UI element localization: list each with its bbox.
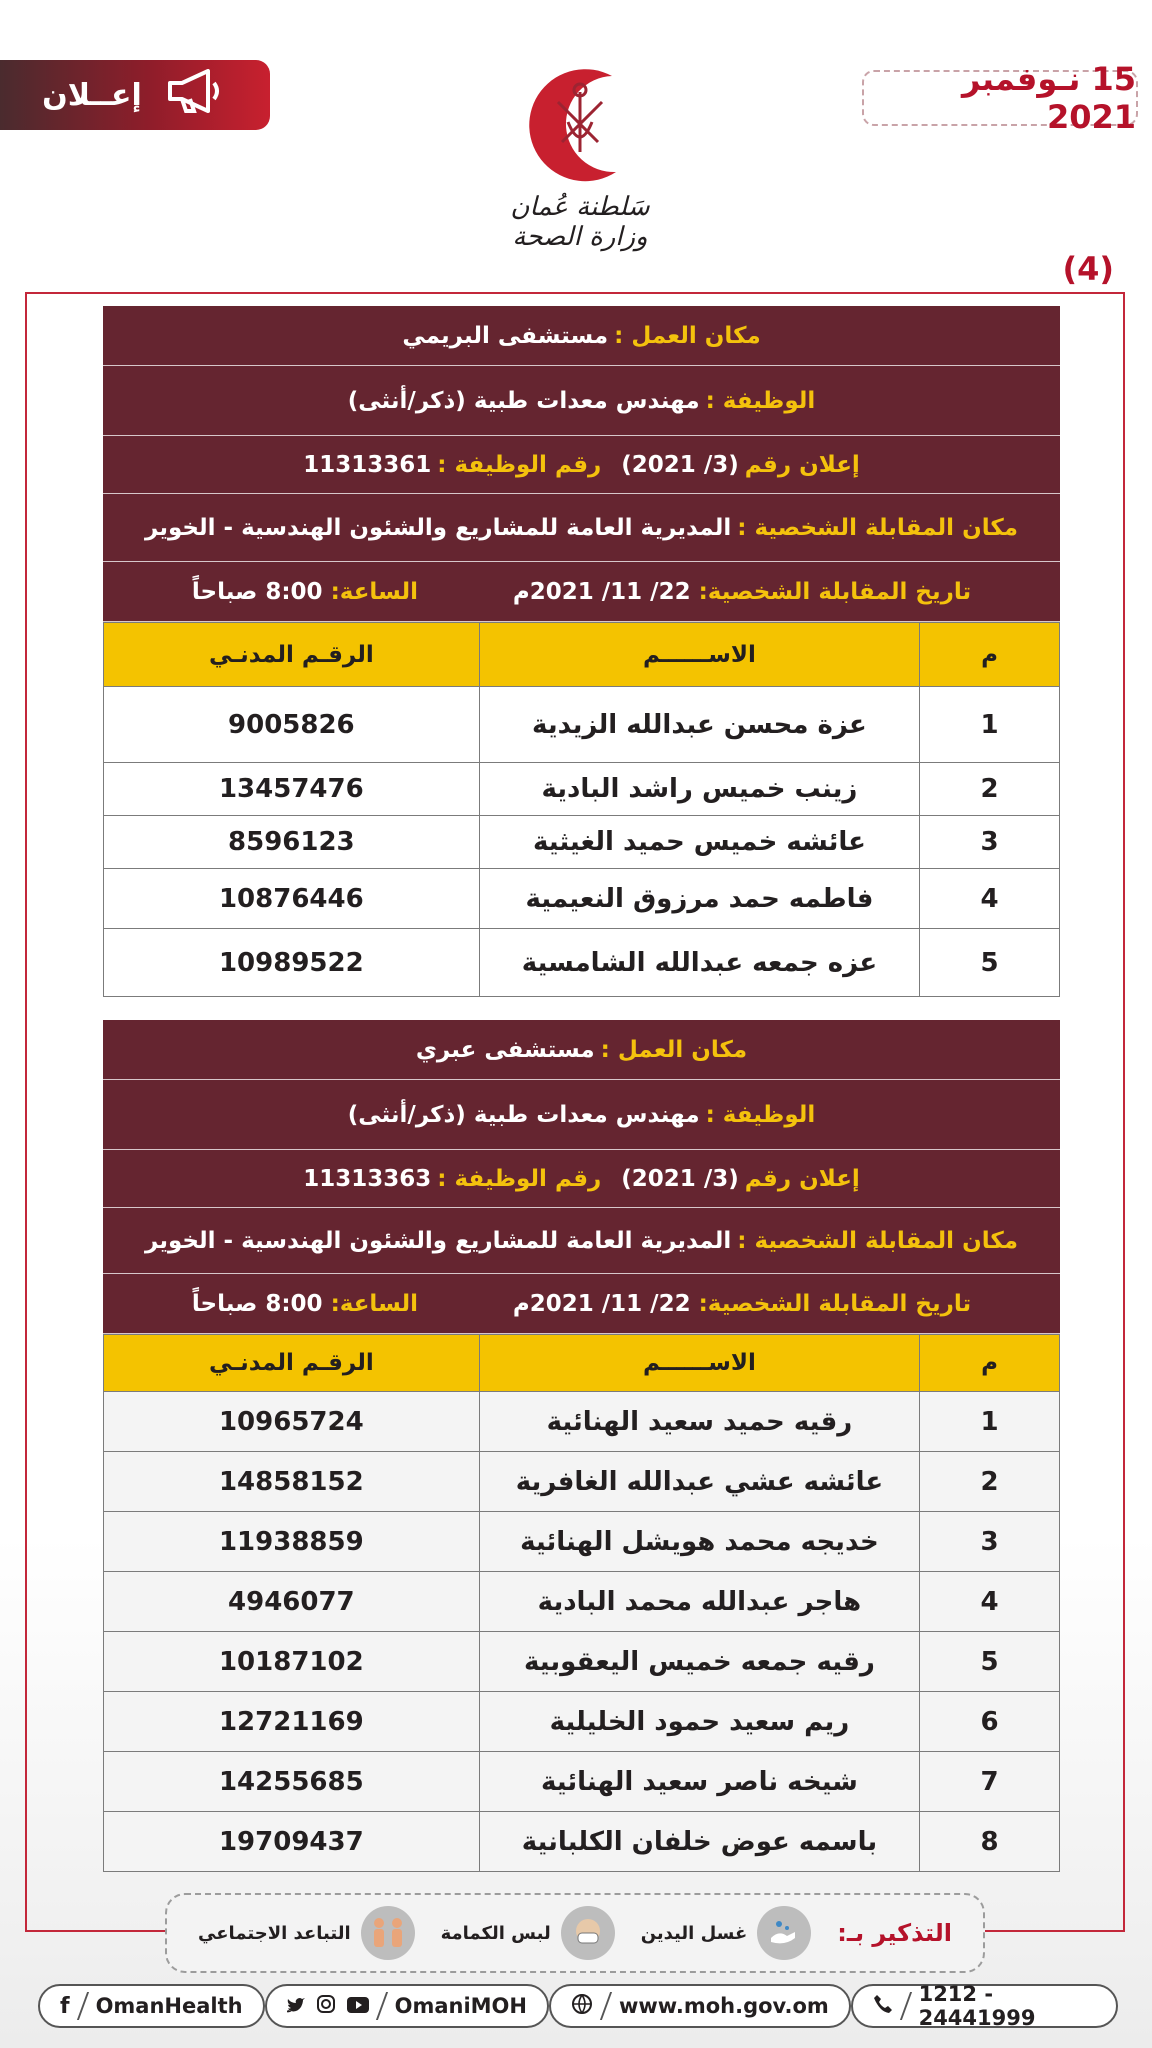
workplace-label: مكان العمل :: [600, 1036, 748, 1063]
ad-label: إعلان رقم: [744, 451, 860, 478]
reminder-handwash-label: غسل اليدين: [640, 1922, 748, 1944]
row-number: 7: [920, 1752, 1060, 1812]
row-name: هاجر عبدالله محمد البادية: [479, 1572, 920, 1632]
row-name: خديجه محمد هويشل الهنائية: [479, 1512, 920, 1572]
row-civil-id: 10965724: [104, 1392, 480, 1452]
social-distance-icon: [361, 1906, 415, 1960]
social-pill[interactable]: [265, 1984, 549, 2028]
website-pill[interactable]: [549, 1984, 851, 2028]
row-name: عزة محسن عبدالله الزيدية: [479, 687, 920, 763]
row-civil-id: 8596123: [104, 816, 480, 869]
row-civil-id: 10989522: [104, 929, 480, 997]
interview-time: [192, 579, 418, 605]
face-mask-icon: [561, 1906, 615, 1960]
interview-place-label: مكان المقابلة الشخصية :: [737, 1227, 1018, 1254]
row-name: رقيه جمعه خميس اليعقوبية: [479, 1632, 920, 1692]
divider: [76, 1992, 88, 2020]
facebook-handle: OmanHealth: [95, 1994, 243, 2018]
table-row: [104, 1812, 1060, 1872]
col-header-name: الاســــــم: [479, 623, 920, 687]
row-civil-id: 12721169: [104, 1692, 480, 1752]
row-civil-id: 14255685: [104, 1752, 480, 1812]
website-url: www.moh.gov.om: [619, 1994, 829, 2018]
workplace-row: [103, 1020, 1060, 1080]
col-header-civil-id: الرقـم المدنـي: [104, 623, 480, 687]
interview-date: [513, 579, 971, 605]
row-name: شيخه ناصر سعيد الهنائية: [479, 1752, 920, 1812]
contact-bar: [38, 1984, 1118, 2030]
job-row: [103, 1080, 1060, 1150]
interview-place-value: المديرية العامة للمشاريع والشئون الهندسية - الخوير: [145, 1227, 732, 1254]
table-row: [104, 1512, 1060, 1572]
row-civil-id: 9005826: [104, 687, 480, 763]
job-number-value: 11313361: [303, 451, 432, 478]
page-number: (4): [1062, 250, 1114, 288]
table-row: [104, 1692, 1060, 1752]
row-name: عزه جمعه عبدالله الشامسية: [479, 929, 920, 997]
instagram-icon: [317, 1994, 335, 2018]
reminder-mask: [441, 1906, 615, 1960]
job-label: الوظيفة :: [705, 1101, 816, 1128]
ministry-logo: [480, 62, 680, 272]
row-civil-id: 4946077: [104, 1572, 480, 1632]
row-civil-id: 11938859: [104, 1512, 480, 1572]
phone-pill[interactable]: [851, 1984, 1118, 2028]
interview-time-value: 8:00 صباحاً: [191, 1290, 323, 1317]
table-header-row: [104, 623, 1060, 687]
job-value: مهندس معدات طبية (ذكر/أنثى): [347, 387, 700, 414]
reminder-handwash: [641, 1906, 812, 1960]
globe-icon: [571, 1993, 593, 2020]
row-number: 1: [920, 1392, 1060, 1452]
interview-date-value: 22/ 11/ 2021م: [512, 578, 691, 605]
oman-emblem-icon: [520, 62, 640, 192]
row-number: 5: [920, 1632, 1060, 1692]
job-number-value: 11313363: [303, 1165, 432, 1192]
row-name: فاطمه حمد مرزوق النعيمية: [479, 869, 920, 929]
col-header-number: م: [920, 1335, 1060, 1392]
row-name: ريم سعيد حمود الخليلية: [479, 1692, 920, 1752]
interview-time: [192, 1291, 418, 1317]
row-number: 4: [920, 869, 1060, 929]
row-number: 3: [920, 816, 1060, 869]
row-civil-id: 13457476: [104, 763, 480, 816]
row-number: 2: [920, 1452, 1060, 1512]
candidates-table: [103, 622, 1060, 997]
youtube-icon: [347, 1994, 369, 2018]
phone-number: 1212 - 24441999: [918, 1982, 1036, 2030]
table-row: [104, 1392, 1060, 1452]
table-row: [104, 1632, 1060, 1692]
megaphone-icon: [166, 69, 228, 121]
table-row: [104, 869, 1060, 929]
job-label: الوظيفة :: [705, 387, 816, 414]
interview-place-row: [103, 1208, 1060, 1274]
reminder-title: التذكير بـ:: [837, 1919, 953, 1947]
row-civil-id: 19709437: [104, 1812, 480, 1872]
announcement-label: إعــلان: [42, 77, 142, 113]
job-value: مهندس معدات طبية (ذكر/أنثى): [347, 1101, 700, 1128]
announcement-date: [862, 60, 1138, 136]
table-row: [104, 929, 1060, 997]
job-number-label: رقم الوظيفة :: [437, 1165, 602, 1192]
twitter-icon: [287, 1994, 305, 2018]
ad-value: (3/ 2021): [621, 451, 739, 478]
table-row: [104, 763, 1060, 816]
interview-date-row: [103, 1274, 1060, 1334]
reminder-box: [165, 1893, 985, 1973]
facebook-pill[interactable]: [38, 1984, 265, 2028]
table-row: [104, 816, 1060, 869]
table-row: [104, 1572, 1060, 1632]
job-row: [103, 366, 1060, 436]
interview-date-label: تاريخ المقابلة الشخصية:: [698, 1290, 972, 1317]
interview-time-label: الساعة:: [330, 578, 418, 605]
row-name: زينب خميس راشد البادية: [479, 763, 920, 816]
facebook-icon: f: [60, 1993, 70, 2019]
interview-date-value: 22/ 11/ 2021م: [512, 1290, 691, 1317]
row-number: 8: [920, 1812, 1060, 1872]
col-header-name: الاســــــم: [479, 1335, 920, 1392]
row-number: 6: [920, 1692, 1060, 1752]
row-name: عائشه عشي عبدالله الغافرية: [479, 1452, 920, 1512]
social-handle: OmaniMOH: [394, 1994, 527, 2018]
workplace-row: [103, 306, 1060, 366]
table-row: [104, 1752, 1060, 1812]
col-header-number: م: [920, 623, 1060, 687]
candidates-table: [103, 1334, 1060, 1872]
logo-text-line1: سَلطنة عُمان: [510, 192, 650, 222]
announcement-banner: [0, 60, 270, 130]
workplace-value: مستشفى البريمي: [402, 322, 609, 349]
job-block-1: [103, 306, 1060, 997]
divider: [900, 1992, 912, 2020]
ad-row: [103, 1150, 1060, 1208]
row-number: 3: [920, 1512, 1060, 1572]
table-header-row: [104, 1335, 1060, 1392]
hand-wash-icon: [757, 1906, 811, 1960]
job-block-2: [103, 1020, 1060, 1872]
table-row: [104, 687, 1060, 763]
interview-time-value: 8:00 صباحاً: [191, 578, 323, 605]
row-number: 4: [920, 1572, 1060, 1632]
ad-value: (3/ 2021): [621, 1165, 739, 1192]
divider: [376, 1992, 388, 2020]
row-name: رقيه حميد سعيد الهنائية: [479, 1392, 920, 1452]
row-number: 1: [920, 687, 1060, 763]
reminder-mask-label: لبس الكمامة: [440, 1922, 551, 1944]
divider: [600, 1992, 612, 2020]
ad-label: إعلان رقم: [744, 1165, 860, 1192]
interview-date: [513, 1291, 971, 1317]
workplace-value: مستشفى عبري: [415, 1036, 595, 1063]
phone-icon: [873, 1994, 893, 2019]
row-civil-id: 10187102: [104, 1632, 480, 1692]
job-number-label: رقم الوظيفة :: [437, 451, 602, 478]
row-civil-id: 10876446: [104, 869, 480, 929]
row-number: 2: [920, 763, 1060, 816]
interview-time-label: الساعة:: [330, 1290, 418, 1317]
interview-place-label: مكان المقابلة الشخصية :: [737, 514, 1018, 541]
interview-date-label: تاريخ المقابلة الشخصية:: [698, 578, 972, 605]
row-name: عائشه خميس حميد الغيثية: [479, 816, 920, 869]
table-row: [104, 1452, 1060, 1512]
col-header-civil-id: الرقـم المدنـي: [104, 1335, 480, 1392]
row-name: باسمه عوض خلفان الكلبانية: [479, 1812, 920, 1872]
ad-row: [103, 436, 1060, 494]
date-text: 15 نـوفمبر 2021: [961, 60, 1136, 136]
workplace-label: مكان العمل :: [614, 322, 761, 349]
row-civil-id: 14858152: [104, 1452, 480, 1512]
interview-place-row: [103, 494, 1060, 562]
logo-text-line2: وزارة الصحة: [512, 222, 648, 252]
reminder-distancing: [198, 1906, 415, 1960]
reminder-distancing-label: التباعد الاجتماعي: [198, 1922, 351, 1944]
row-number: 5: [920, 929, 1060, 997]
interview-place-value: المديرية العامة للمشاريع والشئون الهندسية - الخوير: [145, 514, 732, 541]
interview-date-row: [103, 562, 1060, 622]
